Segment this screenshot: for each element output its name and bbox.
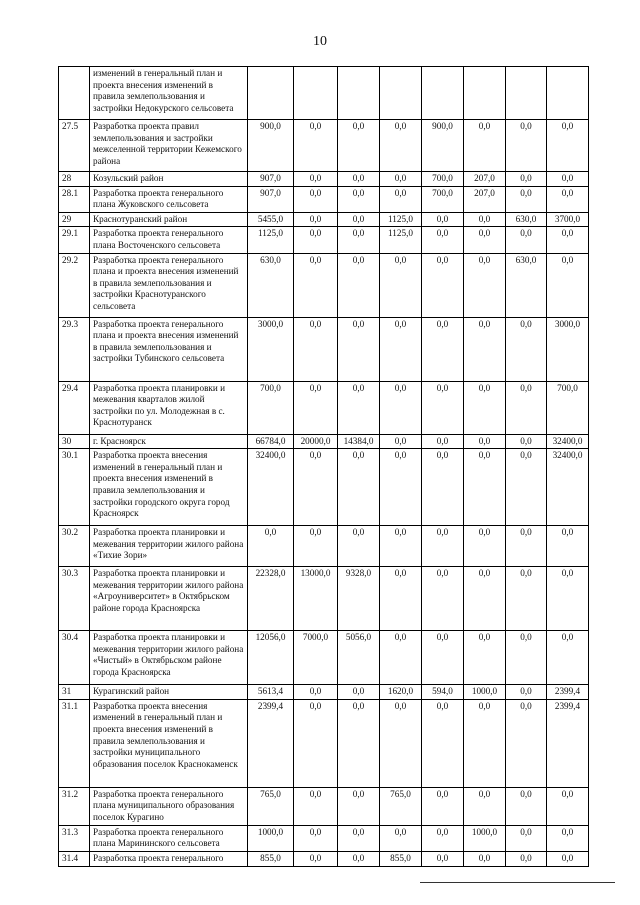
value-cell: 13000,0 bbox=[294, 567, 338, 631]
table-row bbox=[59, 631, 589, 685]
value-cell: 0,0 bbox=[338, 120, 380, 172]
value-cell: 0,0 bbox=[294, 186, 338, 212]
value-cell: 0,0 bbox=[422, 526, 464, 567]
value-cell: 0,0 bbox=[506, 567, 547, 631]
value-cell: 5455,0 bbox=[248, 212, 294, 227]
row-number: 31.4 bbox=[59, 851, 90, 866]
value-cell: 1620,0 bbox=[380, 685, 422, 700]
value-cell: 0,0 bbox=[422, 787, 464, 825]
value-cell: 0,0 bbox=[380, 186, 422, 212]
value-cell: 0,0 bbox=[380, 699, 422, 787]
value-cell: 0,0 bbox=[294, 317, 338, 381]
value-cell: 0,0 bbox=[422, 631, 464, 685]
value-cell bbox=[506, 67, 547, 120]
table-row bbox=[59, 526, 589, 567]
table-row bbox=[59, 699, 589, 787]
value-cell: 1125,0 bbox=[380, 212, 422, 227]
row-number: 28.1 bbox=[59, 186, 90, 212]
value-cell: 0,0 bbox=[248, 526, 294, 567]
value-cell: 0,0 bbox=[422, 567, 464, 631]
value-cell: 2399,4 bbox=[547, 699, 589, 787]
value-cell: 0,0 bbox=[380, 381, 422, 434]
value-cell: 855,0 bbox=[380, 851, 422, 866]
value-cell: 907,0 bbox=[248, 186, 294, 212]
value-cell: 630,0 bbox=[248, 253, 294, 317]
value-cell: 0,0 bbox=[506, 120, 547, 172]
value-cell: 3000,0 bbox=[547, 317, 589, 381]
value-cell: 0,0 bbox=[464, 381, 506, 434]
row-description: Разработка проекта планировки и межевания кварталов жилой застройки по ул. Молодежная в с. Краснотуранск bbox=[90, 381, 248, 434]
row-description: Разработка проекта генерального плана Марининского сельсовета bbox=[90, 825, 248, 851]
value-cell: 7000,0 bbox=[294, 631, 338, 685]
value-cell: 700,0 bbox=[422, 172, 464, 187]
value-cell bbox=[248, 67, 294, 120]
value-cell: 0,0 bbox=[464, 253, 506, 317]
value-cell: 0,0 bbox=[380, 434, 422, 449]
value-cell: 0,0 bbox=[380, 172, 422, 187]
table-row bbox=[59, 381, 589, 434]
value-cell: 0,0 bbox=[547, 120, 589, 172]
value-cell: 66784,0 bbox=[248, 434, 294, 449]
value-cell: 700,0 bbox=[547, 381, 589, 434]
value-cell: 0,0 bbox=[294, 253, 338, 317]
value-cell: 0,0 bbox=[506, 317, 547, 381]
row-description: Разработка проекта правил землепользования и застройки межселенной территории Кежемского района bbox=[90, 120, 248, 172]
table-row bbox=[59, 172, 589, 187]
value-cell bbox=[338, 67, 380, 120]
value-cell bbox=[294, 67, 338, 120]
value-cell: 3700,0 bbox=[547, 212, 589, 227]
row-number: 27.5 bbox=[59, 120, 90, 172]
value-cell: 0,0 bbox=[338, 317, 380, 381]
value-cell: 0,0 bbox=[547, 526, 589, 567]
table-row bbox=[59, 253, 589, 317]
value-cell: 0,0 bbox=[506, 851, 547, 866]
footer-divider bbox=[420, 882, 615, 883]
value-cell: 0,0 bbox=[338, 212, 380, 227]
value-cell: 0,0 bbox=[380, 253, 422, 317]
value-cell: 32400,0 bbox=[248, 449, 294, 526]
value-cell bbox=[422, 67, 464, 120]
value-cell bbox=[380, 67, 422, 120]
value-cell: 0,0 bbox=[338, 253, 380, 317]
value-cell: 0,0 bbox=[506, 685, 547, 700]
value-cell: 765,0 bbox=[248, 787, 294, 825]
row-description: Разработка проекта генерального плана муниципального образования поселок Курагино bbox=[90, 787, 248, 825]
value-cell bbox=[464, 67, 506, 120]
row-number: 31.3 bbox=[59, 825, 90, 851]
value-cell: 0,0 bbox=[547, 787, 589, 825]
value-cell: 0,0 bbox=[547, 227, 589, 253]
value-cell: 0,0 bbox=[380, 449, 422, 526]
table-row bbox=[59, 787, 589, 825]
value-cell: 0,0 bbox=[338, 685, 380, 700]
value-cell: 0,0 bbox=[294, 227, 338, 253]
row-number: 31.1 bbox=[59, 699, 90, 787]
row-number: 29.2 bbox=[59, 253, 90, 317]
value-cell: 0,0 bbox=[506, 381, 547, 434]
table-row bbox=[59, 685, 589, 700]
value-cell: 0,0 bbox=[294, 787, 338, 825]
value-cell: 0,0 bbox=[547, 631, 589, 685]
row-description: Разработка проекта генерального bbox=[90, 851, 248, 866]
row-description: Разработка проекта планировки и межевания территории жилого района «Тихие Зори» bbox=[90, 526, 248, 567]
value-cell: 0,0 bbox=[294, 172, 338, 187]
value-cell: 900,0 bbox=[248, 120, 294, 172]
value-cell: 5056,0 bbox=[338, 631, 380, 685]
value-cell: 207,0 bbox=[464, 186, 506, 212]
value-cell: 0,0 bbox=[338, 227, 380, 253]
value-cell: 0,0 bbox=[422, 699, 464, 787]
value-cell: 630,0 bbox=[506, 212, 547, 227]
value-cell: 0,0 bbox=[294, 449, 338, 526]
value-cell: 22328,0 bbox=[248, 567, 294, 631]
value-cell: 0,0 bbox=[294, 526, 338, 567]
row-number: 30.1 bbox=[59, 449, 90, 526]
value-cell: 0,0 bbox=[506, 526, 547, 567]
value-cell: 900,0 bbox=[422, 120, 464, 172]
value-cell: 0,0 bbox=[294, 851, 338, 866]
row-description: Курагинский район bbox=[90, 685, 248, 700]
value-cell: 0,0 bbox=[422, 851, 464, 866]
value-cell: 630,0 bbox=[506, 253, 547, 317]
value-cell: 207,0 bbox=[464, 172, 506, 187]
table-row bbox=[59, 186, 589, 212]
value-cell: 1000,0 bbox=[464, 685, 506, 700]
value-cell: 0,0 bbox=[338, 381, 380, 434]
value-cell: 0,0 bbox=[294, 699, 338, 787]
value-cell: 0,0 bbox=[338, 851, 380, 866]
row-number: 30.3 bbox=[59, 567, 90, 631]
value-cell: 0,0 bbox=[380, 120, 422, 172]
table-row bbox=[59, 227, 589, 253]
value-cell bbox=[547, 67, 589, 120]
value-cell: 0,0 bbox=[380, 631, 422, 685]
value-cell: 0,0 bbox=[464, 787, 506, 825]
value-cell: 0,0 bbox=[464, 227, 506, 253]
value-cell: 0,0 bbox=[338, 172, 380, 187]
value-cell: 1125,0 bbox=[380, 227, 422, 253]
value-cell: 20000,0 bbox=[294, 434, 338, 449]
value-cell: 0,0 bbox=[294, 120, 338, 172]
value-cell: 0,0 bbox=[506, 227, 547, 253]
value-cell: 0,0 bbox=[506, 449, 547, 526]
value-cell: 0,0 bbox=[422, 227, 464, 253]
table-row bbox=[59, 825, 589, 851]
value-cell: 0,0 bbox=[464, 851, 506, 866]
value-cell: 0,0 bbox=[547, 851, 589, 866]
value-cell: 32400,0 bbox=[547, 449, 589, 526]
value-cell: 855,0 bbox=[248, 851, 294, 866]
value-cell: 2399,4 bbox=[547, 685, 589, 700]
value-cell: 0,0 bbox=[547, 186, 589, 212]
value-cell: 0,0 bbox=[464, 631, 506, 685]
value-cell: 0,0 bbox=[464, 449, 506, 526]
budget-table bbox=[58, 66, 589, 867]
table-row bbox=[59, 567, 589, 631]
value-cell: 0,0 bbox=[506, 787, 547, 825]
value-cell: 0,0 bbox=[338, 787, 380, 825]
value-cell: 765,0 bbox=[380, 787, 422, 825]
row-description: Разработка проекта генерального плана и проекта внесения изменений в правила землепользования и застройки Краснотуранского сельсовета bbox=[90, 253, 248, 317]
value-cell: 32400,0 bbox=[547, 434, 589, 449]
row-number bbox=[59, 67, 90, 120]
value-cell: 0,0 bbox=[464, 699, 506, 787]
page-number: 10 bbox=[313, 34, 327, 49]
value-cell: 0,0 bbox=[422, 212, 464, 227]
row-description: Краснотуранский район bbox=[90, 212, 248, 227]
value-cell: 0,0 bbox=[506, 172, 547, 187]
value-cell: 0,0 bbox=[380, 526, 422, 567]
value-cell: 0,0 bbox=[464, 567, 506, 631]
value-cell: 0,0 bbox=[464, 120, 506, 172]
row-number: 31 bbox=[59, 685, 90, 700]
value-cell: 0,0 bbox=[464, 434, 506, 449]
value-cell: 12056,0 bbox=[248, 631, 294, 685]
row-number: 30.2 bbox=[59, 526, 90, 567]
row-number: 30.4 bbox=[59, 631, 90, 685]
table-row bbox=[59, 851, 589, 866]
row-number: 30 bbox=[59, 434, 90, 449]
value-cell: 0,0 bbox=[506, 825, 547, 851]
value-cell: 700,0 bbox=[422, 186, 464, 212]
row-description: Разработка проекта планировки и межевания территории жилого района «Чистый» в Октябрьском районе города Красноярска bbox=[90, 631, 248, 685]
value-cell: 594,0 bbox=[422, 685, 464, 700]
value-cell: 0,0 bbox=[422, 253, 464, 317]
value-cell: 0,0 bbox=[294, 381, 338, 434]
row-description: изменений в генеральный план и проекта внесения изменений в правила землепользования и застройки Недокурского сельсовета bbox=[90, 67, 248, 120]
value-cell: 0,0 bbox=[464, 317, 506, 381]
value-cell: 700,0 bbox=[248, 381, 294, 434]
value-cell: 9328,0 bbox=[338, 567, 380, 631]
value-cell: 0,0 bbox=[547, 567, 589, 631]
row-description: Разработка проекта генерального плана Жуковского сельсовета bbox=[90, 186, 248, 212]
value-cell: 0,0 bbox=[380, 317, 422, 381]
table-row bbox=[59, 67, 589, 120]
value-cell: 0,0 bbox=[338, 186, 380, 212]
value-cell: 0,0 bbox=[464, 212, 506, 227]
value-cell: 0,0 bbox=[506, 699, 547, 787]
row-description: Разработка проекта планировки и межевания территории жилого района «Агроуниверситет» в Октябрьском районе города Красноярска bbox=[90, 567, 248, 631]
value-cell: 0,0 bbox=[422, 434, 464, 449]
row-number: 29.1 bbox=[59, 227, 90, 253]
row-description: Разработка проекта генерального плана Восточенского сельсовета bbox=[90, 227, 248, 253]
table-row bbox=[59, 449, 589, 526]
value-cell: 0,0 bbox=[547, 172, 589, 187]
row-number: 31.2 bbox=[59, 787, 90, 825]
value-cell: 0,0 bbox=[422, 381, 464, 434]
row-number: 29.3 bbox=[59, 317, 90, 381]
value-cell: 0,0 bbox=[338, 699, 380, 787]
value-cell: 0,0 bbox=[506, 631, 547, 685]
value-cell: 3000,0 bbox=[248, 317, 294, 381]
value-cell: 907,0 bbox=[248, 172, 294, 187]
row-number: 28 bbox=[59, 172, 90, 187]
value-cell: 2399,4 bbox=[248, 699, 294, 787]
row-description: Козульский район bbox=[90, 172, 248, 187]
value-cell: 0,0 bbox=[294, 212, 338, 227]
value-cell: 1125,0 bbox=[248, 227, 294, 253]
row-number: 29 bbox=[59, 212, 90, 227]
table-row bbox=[59, 317, 589, 381]
value-cell: 0,0 bbox=[380, 567, 422, 631]
value-cell: 0,0 bbox=[294, 685, 338, 700]
value-cell: 0,0 bbox=[506, 186, 547, 212]
row-description: г. Красноярск bbox=[90, 434, 248, 449]
table-row bbox=[59, 434, 589, 449]
value-cell: 0,0 bbox=[422, 317, 464, 381]
row-description: Разработка проекта внесения изменений в генеральный план и проекта внесения изменений в правила землепользования и застройки муниципального образования поселок Краснокаменск bbox=[90, 699, 248, 787]
value-cell: 0,0 bbox=[338, 526, 380, 567]
value-cell: 5613,4 bbox=[248, 685, 294, 700]
value-cell: 0,0 bbox=[547, 253, 589, 317]
value-cell: 0,0 bbox=[294, 825, 338, 851]
value-cell: 14384,0 bbox=[338, 434, 380, 449]
value-cell: 0,0 bbox=[506, 434, 547, 449]
value-cell: 1000,0 bbox=[248, 825, 294, 851]
row-number: 29.4 bbox=[59, 381, 90, 434]
table-row bbox=[59, 212, 589, 227]
value-cell: 0,0 bbox=[547, 825, 589, 851]
value-cell: 0,0 bbox=[380, 825, 422, 851]
value-cell: 1000,0 bbox=[464, 825, 506, 851]
value-cell: 0,0 bbox=[464, 526, 506, 567]
row-description: Разработка проекта внесения изменений в генеральный план и проекта внесения изменений в правила землепользования и застройки городского округа город Красноярск bbox=[90, 449, 248, 526]
row-description: Разработка проекта генерального плана и проекта внесения изменений в правила землепользования и застройки Тубинского сельсовета bbox=[90, 317, 248, 381]
value-cell: 0,0 bbox=[422, 825, 464, 851]
value-cell: 0,0 bbox=[338, 825, 380, 851]
value-cell: 0,0 bbox=[422, 449, 464, 526]
table-row bbox=[59, 120, 589, 172]
value-cell: 0,0 bbox=[338, 449, 380, 526]
